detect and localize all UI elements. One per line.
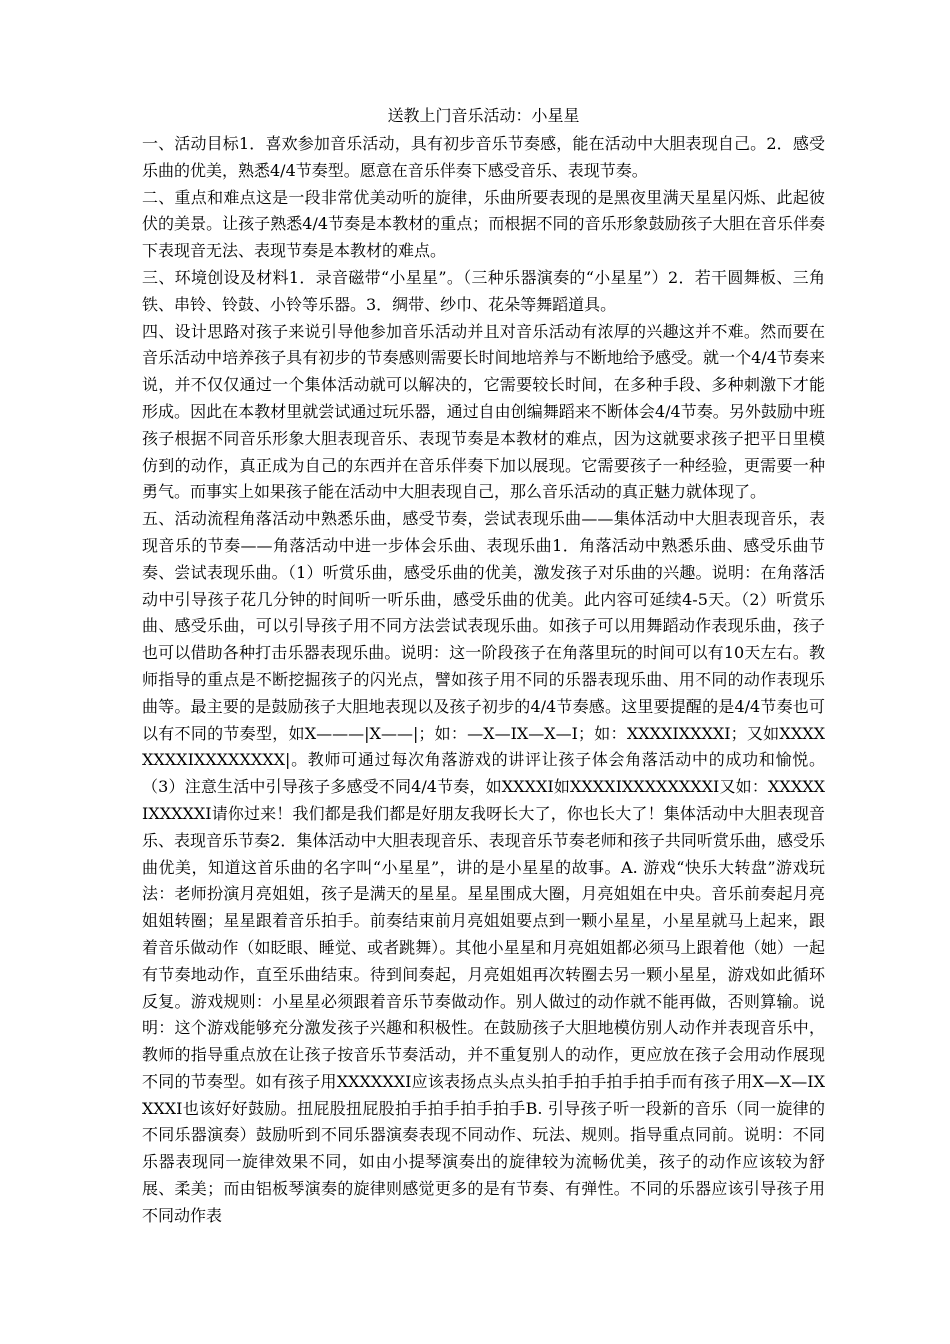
paragraph-key-points: 二、重点和难点这是一段非常优美动听的旋律，乐曲所要表现的是黑夜里满天星星闪烁、此起彼伏的美景。让孩子熟悉4/4节奏是本教材的重点；而根据不同的音乐形象鼓励孩子大胆在音乐伴奏下表现音无法、表现节奏是本教材的难点。 bbox=[142, 187, 825, 261]
document-title: 送教上门音乐活动：小星星 bbox=[387, 106, 580, 125]
paragraph-goals: 一、活动目标1．喜欢参加音乐活动，具有初步音乐节奏感，能在活动中大胆表现自己。2．感受乐曲的优美，熟悉4/4节奏型。愿意在音乐伴奏下感受音乐、表现节奏。 bbox=[142, 134, 825, 180]
paragraph-process: 五、活动流程角落活动中熟悉乐曲，感受节奏，尝试表现乐曲——集体活动中大胆表现音乐，表现音乐的节奏——角落活动中进一步体会乐曲、表现乐曲1．角落活动中熟悉乐曲、感受乐曲节奏、尝试表现乐曲。（1）听赏乐曲，感受乐曲的优美，激发孩子对乐曲的兴趣。说明：在角落活动中引导孩子花几分钟的时间听一听乐曲，感受乐曲的优美。此内容可延续4-5天。（2）听赏乐曲、感受乐曲，可以引导孩子用不同方法尝试表现乐曲。如孩子可以用舞蹈动作表现乐曲，孩子也可以借助各种打击乐器表现乐曲。说明：这一阶段孩子在角落里玩的时间可以有10天左右。教师指导的重点是不断挖掘孩子的闪光点，譬如孩子用不同的乐器表现乐曲、用不同的动作表现乐曲等。最主要的是鼓励孩子大胆地表现以及孩子初步的4/4节奏感。这里要提醒的是4/4节奏也可以有不同的节奏型，如X———|X——|；如：—X—IX—X—I；如：XXXXIXXXXI；又如XXXXXXXXIXXXXXXXX|。教师可通过每次角落游戏的讲评让孩子体会角落活动中的成功和愉悦。（3）注意生活中引导孩子多感受不同4/4节奏，如XXXXI如XXXXIXXXXXXXXI又如：XXXXXIXXXXXI请你过来！我们都是我们都是好朋友我呀长大了，你也长大了！集体活动中大胆表现音乐、表现音乐节奏2．集体活动中大胆表现音乐、表现音乐节奏老师和孩子共同听赏乐曲，感受乐曲优美，知道这首乐曲的名字叫“小星星”，讲的是小星星的故事。A. 游戏“快乐大转盘”游戏玩法：老师扮演月亮姐姐，孩子是满天的星星。星星围成大圈，月亮姐姐在中央。音乐前奏起月亮姐姐转圈；星星跟着音乐拍手。前奏结束前月亮姐姐要点到一颗小星星，小星星就马上起来，跟着音乐做动作（如眨眼、睡觉、或者跳舞）。其他小星星和月亮姐姐都必须马上跟着他（她）一起有节奏地动作，直至乐曲结束。待到间奏起，月亮姐姐再次转圈去另一颗小星星，游戏如此循环反复。游戏规则：小星星必须跟着音乐节奏做动作。别人做过的动作就不能再做，否则算输。说明：这个游戏能够充分激发孩子兴趣和积极性。在鼓励孩子大胆地模仿别人动作并表现音乐中，教师的指导重点放在让孩子按音乐节奏活动，并不重复别人的动作，更应放在孩子会用动作展现不同的节奏型。如有孩子用XXXXXXI应该表扬点头点头拍手拍手拍手拍手而有孩子用X—X—IXXXXI也该好好鼓励。扭屁股扭屁股拍手拍手拍手拍手B. 引导孩子听一段新的音乐（同一旋律的不同乐器演奏）鼓励听到不同乐器演奏表现不同动作、玩法、规则。指导重点同前。说明：不同乐器表现同一旋律效果不同，如由小提琴演奏出的旋律较为流畅优美，孩子的动作应该较为舒展、柔美；而由铝板琴演奏的旋律则感觉更多的是有节奏、有弹性。不同的乐器应该引导孩子用不同动作表 bbox=[142, 509, 825, 1225]
document-page bbox=[142, 105, 825, 1230]
paragraph-design: 四、设计思路对孩子来说引导他参加音乐活动并且对音乐活动有浓厚的兴趣这并不难。然而要在音乐活动中培养孩子具有初步的节奏感则需要长时间地培养与不断地给予感受。就一个4/4节奏来说，并不仅仅通过一个集体活动就可以解决的，它需要较长时间，在多种手段、多种刺激下才能形成。因此在本教材里就尝试通过玩乐器，通过自由创编舞蹈来不断体会4/4节奏。另外鼓励中班孩子根据不同音乐形象大胆表现音乐、表现节奏是本教材的难点，因为这就要求孩子把平日里模仿到的动作，真正成为自己的东西并在音乐伴奏下加以展现。它需要孩子一种经验，更需要一种勇气。而事实上如果孩子能在活动中大胆表现自己，那么音乐活动的真正魅力就体现了。 bbox=[142, 321, 825, 502]
paragraph-materials: 三、环境创设及材料1．录音磁带“小星星”。（三种乐器演奏的“小星星”）2．若干圆舞板、三角铁、串铃、铃鼓、小铃等乐器。3．绸带、纱巾、花朵等舞蹈道具。 bbox=[142, 267, 825, 314]
